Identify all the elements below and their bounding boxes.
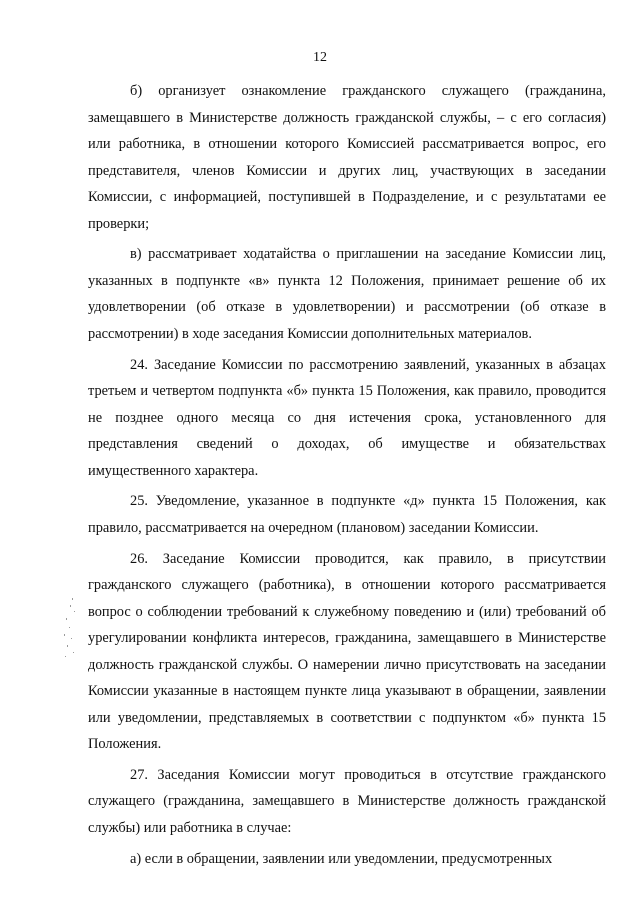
paragraph-24: 24. Заседание Комиссии по рассмотрению заявлений, указанных в абзацах третьем и четвертом подпункта «б» пункта 15 Положения, как правило, проводится не позднее одного месяца со дня истечения срока, установленного для представления сведений о доходах, об имуществе и обязательствах имущественного характера. (88, 356, 606, 479)
paragraph-25: 25. Уведомление, указанное в подпункте «д» пункта 15 Положения, как правило, рассматривается на очередном (плановом) заседании Комиссии. (88, 493, 606, 536)
paragraph-23v: в) рассматривает ходатайства о приглашении на заседание Комиссии лиц, указанных в подпункте «в» пункта 12 Положения, принимает решение об их удовлетворении (об отказе в удовлетворении) и рассмотрении (об отказе в рассмотрении) в ходе заседания Комиссии дополнительных материалов. (88, 246, 606, 342)
paragraph-27a: а) если в обращении, заявлении или уведомлении, предусмотренных (130, 850, 553, 867)
document-body (88, 78, 606, 872)
paragraph-26: 26. Заседание Комиссии проводится, как правило, в присутствии гражданского служащего (работника), в отношении которого рассматривается вопрос о соблюдении требований к служебному поведению и (или) требований об урегулировании конфликта интересов, гражданина, замещавшего в Министерстве должность гражданской службы. О намерении лично присутствовать на заседании Комиссии указанные в настоящем пункте лица указывают в обращении, заявлении или уведомлении, представляемых в соответствии с подпунктом «б» пункта 15 Положения. (88, 550, 606, 753)
paragraph-27: 27. Заседания Комиссии могут проводиться в отсутствие гражданского служащего (гражданина, замещавшего в Министерстве должность гражданской службы) или работника в случае: (88, 766, 606, 836)
scan-margin-marks (60, 596, 86, 660)
page-number: 12 (313, 50, 327, 65)
paragraph-23b: б) организует ознакомление гражданского служащего (гражданина, замещавшего в Министерстве должность гражданской службы, – с его согласия) или работника, в отношении которого Комиссией рассматривается вопрос, его представителя, членов Комиссии и других лиц, участвующих в заседании Комиссии, с информацией, поступившей в Подразделение, и с результатами ее проверки; (88, 83, 606, 232)
